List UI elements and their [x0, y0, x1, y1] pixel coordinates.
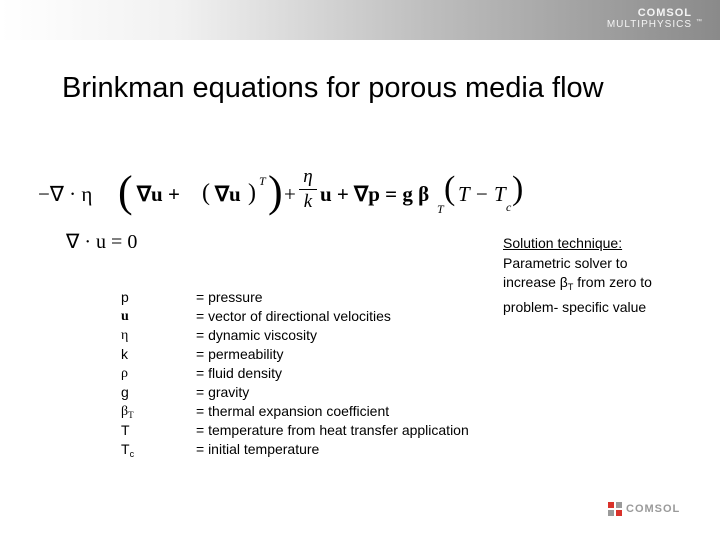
note-line: increase $\beta_T$ from zero to [503, 274, 652, 292]
legend-symbol: ρ [121, 366, 128, 381]
legend-symbol: p [121, 289, 129, 305]
header-banner [0, 0, 720, 40]
eq-fraction-denominator: k [303, 191, 313, 212]
eq-paren-close-temp: ) [512, 170, 524, 207]
eq-transpose-superscript: T [259, 174, 266, 188]
legend-description: = gravity [196, 384, 250, 400]
legend-description: = thermal expansion coefficient [196, 403, 390, 419]
eq-paren-open-outer: ( [118, 167, 133, 216]
eq-term-div-eta: −∇ · η [38, 182, 93, 206]
logo-line-multiphysics: MULTIPHYSICS [606, 19, 692, 30]
eq-tc-subscript: c [506, 200, 512, 214]
solution-technique-note [503, 234, 703, 317]
legend-description: = vector of directional velocities [196, 308, 391, 324]
legend-description: = dynamic viscosity [196, 327, 317, 343]
legend-description: = permeability [196, 346, 284, 362]
eq-term-grad-u: ∇u + [137, 182, 180, 206]
legend-description: = temperature from heat transfer application [196, 422, 469, 438]
eq-fraction-bar [299, 189, 317, 190]
legend-description: = fluid density [196, 365, 282, 381]
eq-paren-open-inner: ( [202, 180, 210, 206]
continuity-equation: ∇ · u = 0 [66, 231, 138, 253]
note-line: Parametric solver to [503, 254, 628, 271]
legend-symbol: g [121, 384, 129, 400]
eq-term-temperature-difference: T − T [458, 182, 506, 206]
note-heading: Solution technique: [503, 235, 623, 251]
legend-symbol: $T_c$ [121, 441, 135, 459]
note-line: problem- specific value [503, 298, 647, 315]
eq-fraction-eta-over-k [299, 166, 317, 213]
eq-paren-close-outer: ) [268, 167, 283, 216]
eq-paren-open-temp: ( [444, 170, 456, 207]
eq-paren-close-inner: ) [248, 180, 256, 206]
legend-description: = initial temperature [196, 441, 320, 457]
logo-line-comsol: COMSOL [637, 7, 692, 19]
legend-symbol: η [121, 328, 129, 343]
legend-symbol: $\beta_T$ [121, 404, 134, 420]
legend-symbol: T [121, 422, 130, 438]
eq-plus: + [284, 182, 296, 206]
eq-term-rhs: u + ∇p = g β [320, 182, 430, 206]
footer-logo-label: COMSOL [626, 503, 681, 515]
eq-term-grad-u-transposed: ∇u [215, 182, 241, 206]
slide-title: Brinkman equations for porous media flow [62, 72, 604, 104]
eq-fraction-numerator: η [303, 166, 313, 187]
legend-symbol: u [121, 309, 129, 324]
comsol-footer-logo [608, 502, 680, 516]
logo-trademark: ™ [696, 19, 702, 25]
comsol-logo-icon [608, 502, 622, 516]
eq-beta-subscript: T [437, 202, 444, 216]
legend-description: = pressure [196, 289, 263, 305]
comsol-multiphysics-logo [606, 7, 702, 31]
legend-symbol: k [121, 346, 128, 362]
